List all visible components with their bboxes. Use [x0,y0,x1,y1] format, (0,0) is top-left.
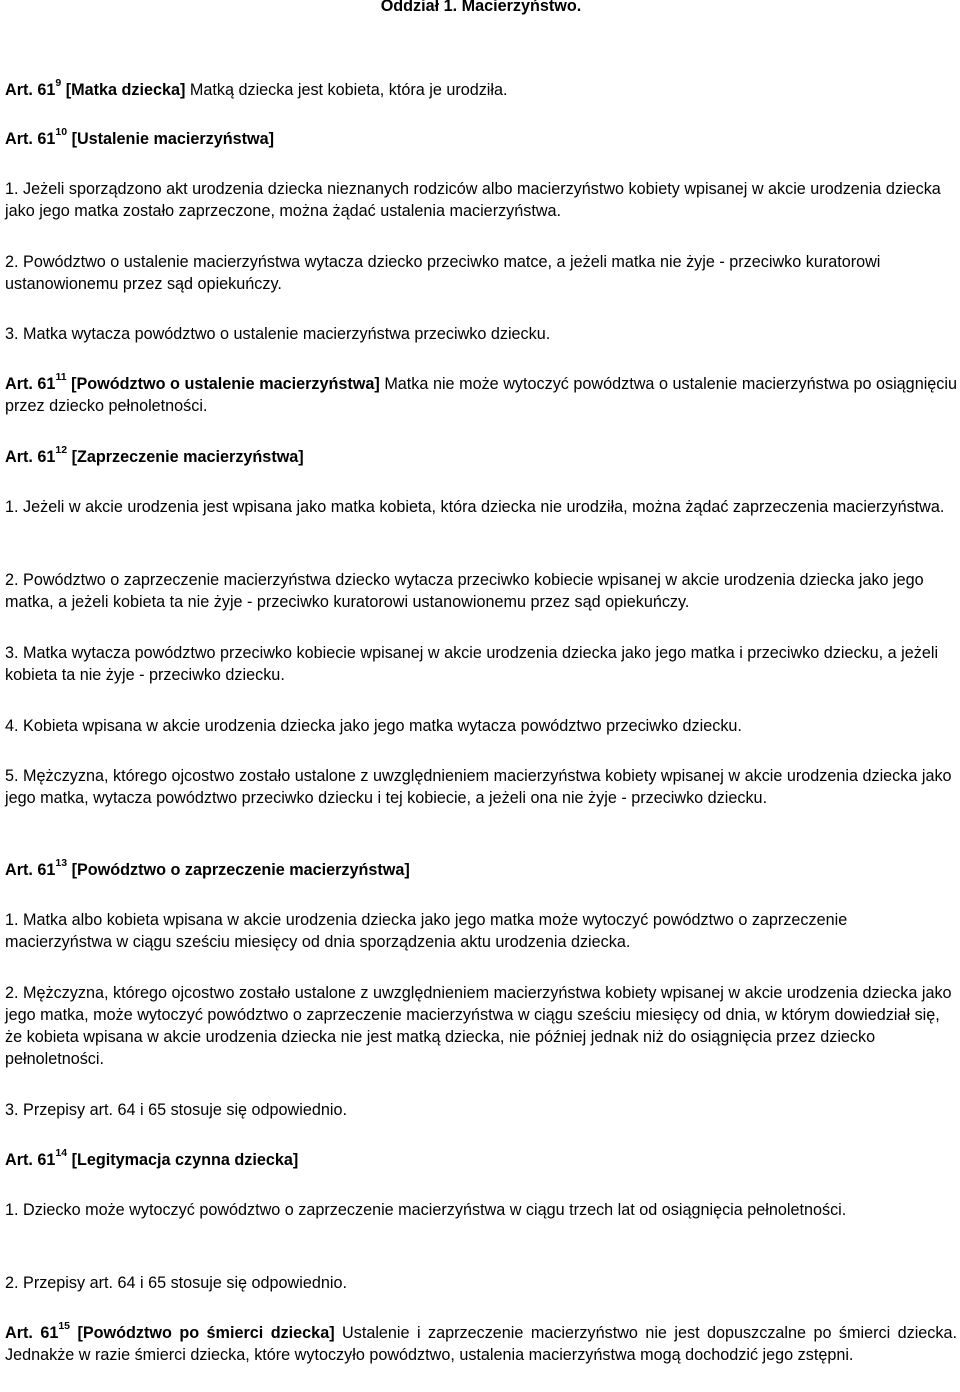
article-61-12-par-4: 4. Kobieta wpisana w akcie urodzenia dziecka jako jego matka wytacza powództwo przeciwko dziecku. [5,717,742,735]
article-61-10-par-3: 3. Matka wytacza powództwo o ustalenie macierzyństwa przeciwko dziecku. [5,325,551,343]
article-61-10-par-1: 1. Jeżeli sporządzono akt urodzenia dziecka nieznanych rodziców albo macierzyństwo kobiety wpisanej w akcie urodzenia dziecka jako jego matka zostało zaprzeczone, można żądać ustalenia macierzyństwa. [5,180,941,220]
article-61-10-par-2: 2. Powództwo o ustalenie macierzyństwa wytacza dziecko przeciwko matce, a jeżeli matka nie żyje - przeciwko kuratorowi ustanowionemu przez sąd opiekuńczy. [5,253,881,293]
article-text: Matka nie może wytoczyć powództwa o ustalenie macierzyństwa po osiągnięciu przez dziecko pełnoletności. [5,375,957,415]
article-label: Art. $61^{10}$ [Ustalenie macierzyństwa] [5,125,275,148]
article-61-11 [5,370,957,417]
article-text: Matką dziecka jest kobieta, która je urodziła. [189,81,508,99]
article-61-15 [5,1319,957,1366]
article-61-14-heading [5,1146,957,1171]
article-61-12-par-1: 1. Jeżeli w akcie urodzenia jest wpisana jako matka kobieta, która dziecka nie urodziła, można żądać zaprzeczenia macierzyństwa. [5,498,945,516]
article-61-13-heading [5,856,957,881]
article-61-10-heading [5,125,957,150]
article-61-13-par-2: 2. Mężczyzna, którego ojcostwo zostało ustalone z uwzględnieniem macierzyństwa kobiety wpisanej w akcie urodzenia dziecka jako jego matka, może wytoczyć powództwo o zaprzeczenie macierzyństwa w ciągu sześciu miesięcy od dnia, w którym dowiedział się, że kobieta wpisana w akcie urodzenia dziecka nie jest matką dziecka, nie później jednak niż do osiągnięcia przez dziecko pełnoletności. [5,984,952,1068]
article-61-12-par-3: 3. Matka wytacza powództwo przeciwko kobiecie wpisanej w akcie urodzenia dziecka jako jego matka i przeciwko dziecku, a jeżeli kobieta ta nie żyje - przeciwko dziecku. [5,644,939,684]
article-61-12-heading [5,443,957,468]
article-61-12-par-2: 2. Powództwo o zaprzeczenie macierzyństwa dziecko wytacza przeciwko kobiecie wpisanej w akcie urodzenia dziecka jako jego matka, a jeżeli kobieta ta nie żyje - przeciwko kuratorowi ustanowionemu przez sąd opiekuńczy. [5,571,924,611]
article-text: Ustalenie i zaprzeczenie macierzyństwo nie jest dopuszczalne po śmierci dziecka. Jednakże w razie śmierci dziecka, które wytoczyło powództwo, ustalenia macierzyństwa mogą dochodzić jego zstępni. [5,1324,957,1364]
article-label: Art. $61^{14}$ [Legitymacja czynna dziecka] [5,1146,299,1169]
article-label: Art. $61^{11}$ [Powództwo o ustalenie macierzyństwa] [5,370,380,393]
article-label: Art. $61^9$ [Matka dziecka] [5,76,186,99]
article-61-14-par-2: 2. Przepisy art. 64 i 65 stosuje się odpowiednio. [5,1274,347,1292]
article-label: Art. $61^{13}$ [Powództwo o zaprzeczenie macierzyństwa] [5,856,410,879]
article-61-12-par-5: 5. Mężczyzna, którego ojcostwo zostało ustalone z uwzględnieniem macierzyństwa kobiety wpisanej w akcie urodzenia dziecka jako jego matka, wytacza powództwo przeciwko dziecku i tej kobiecie, a jeżeli ona nie żyje - przeciwko dziecku. [5,767,952,807]
article-61-14-par-1: 1. Dziecko może wytoczyć powództwo o zaprzeczenie macierzyństwa w ciągu trzech lat od osiągnięcia pełnoletności. [5,1201,847,1219]
section-heading: Oddział 1. Macierzyństwo. [380,0,582,15]
article-61-13-par-3: 3. Przepisy art. 64 i 65 stosuje się odpowiednio. [5,1101,347,1119]
article-label: Art. $61^{12}$ [Zaprzeczenie macierzyństwa] [5,443,304,466]
article-61-9 [5,76,957,101]
article-61-13-par-1: 1. Matka albo kobieta wpisana w akcie urodzenia dziecka jako jego matka może wytoczyć powództwo o zaprzeczenie macierzyństwa w ciągu sześciu miesięcy od dnia sporządzenia aktu urodzenia dziecka. [5,911,848,951]
article-label: Art. $61^{15}$ [Powództwo po śmierci dziecka] [5,1319,335,1342]
